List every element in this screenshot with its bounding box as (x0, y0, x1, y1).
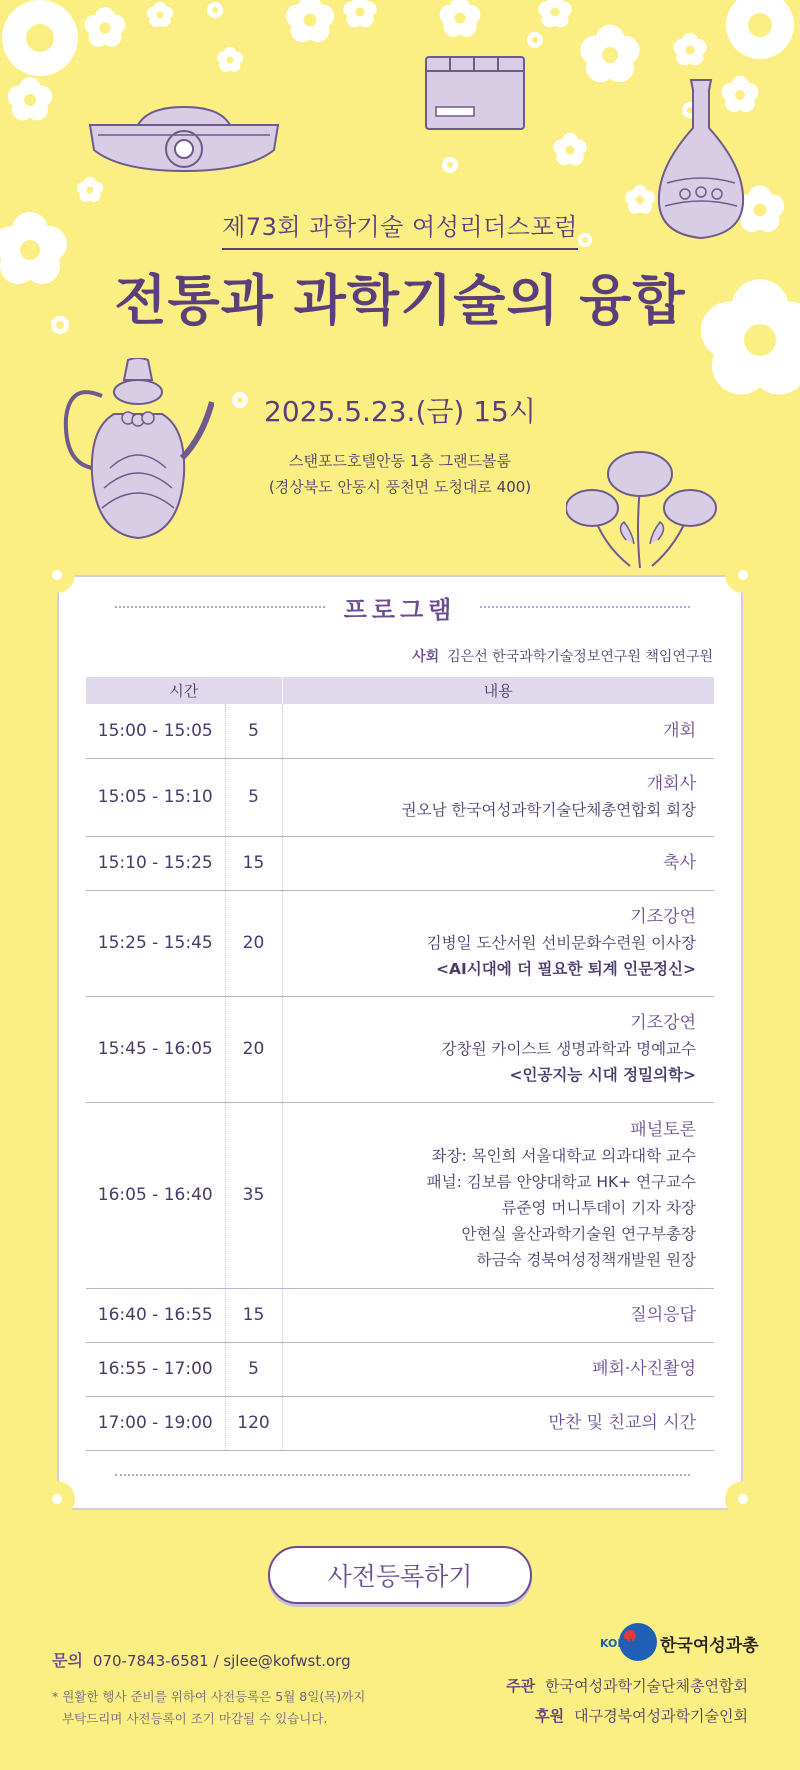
table-row (86, 1342, 714, 1396)
row-content (282, 1342, 714, 1396)
session-speaker: 권오남 한국여성과학기술단체총연합회 회장 (401, 801, 696, 819)
row-content (282, 1396, 714, 1450)
mc-info (412, 646, 713, 666)
row-content (282, 1288, 714, 1342)
column-header-time: 시간 (86, 677, 282, 704)
row-time: 15:05 - 15:10 (86, 758, 225, 836)
row-time: 17:00 - 19:00 (86, 1396, 225, 1450)
row-time: 15:45 - 16:05 (86, 996, 225, 1102)
sponsor-name: 대구경북여성과학기술인회 (574, 1707, 748, 1725)
session-title: 개회사 (646, 774, 696, 794)
row-minutes: 5 (225, 704, 282, 758)
session-title: 폐회·사진촬영 (592, 1359, 696, 1379)
session-topic: <인공지능 시대 정밀의학> (509, 1066, 696, 1084)
table-row (86, 1102, 714, 1288)
row-time: 15:10 - 15:25 (86, 836, 225, 890)
session-speaker: 강창원 카이스트 생명과학과 명예교수 (441, 1040, 696, 1058)
table-row (86, 758, 714, 836)
row-time: 16:05 - 16:40 (86, 1102, 225, 1288)
notch-dot (737, 1493, 749, 1505)
row-minutes: 15 (225, 1288, 282, 1342)
notch-dot (51, 1493, 63, 1505)
column-header-content: 내용 (282, 677, 714, 704)
session-title: 패널토론 (630, 1120, 696, 1140)
session-topic: <AI시대에 더 필요한 퇴계 인문정신> (436, 960, 696, 978)
row-content (282, 704, 714, 758)
registration-notice (52, 1686, 365, 1730)
row-content (282, 836, 714, 890)
program-title: 프로그램 (343, 596, 457, 624)
sponsor-info (535, 1705, 748, 1726)
session-speaker: 패널: 김보름 안양대학교 HK+ 연구교수 (426, 1173, 696, 1191)
row-content (282, 758, 714, 836)
contact-label: 문의 (52, 1651, 83, 1670)
row-content (282, 996, 714, 1102)
session-speaker: 좌장: 목인희 서울대학교 의과대학 교수 (431, 1147, 696, 1165)
event-datetime: 2025.5.23.(금) 15시 (264, 395, 536, 428)
row-minutes: 120 (225, 1396, 282, 1450)
row-time: 16:55 - 17:00 (86, 1342, 225, 1396)
notice-line: 부탁드리며 사전등록이 조기 마감될 수 있습니다. (62, 1711, 328, 1726)
divider (115, 1474, 690, 1476)
table-row (86, 890, 714, 996)
table-row (86, 996, 714, 1102)
row-minutes: 15 (225, 836, 282, 890)
host-info (506, 1675, 748, 1696)
row-time: 16:40 - 16:55 (86, 1288, 225, 1342)
session-speaker: 류준영 머니투데이 기자 차장 (501, 1199, 696, 1217)
row-minutes: 35 (225, 1102, 282, 1288)
table-row (86, 836, 714, 890)
row-minutes: 20 (225, 890, 282, 996)
row-minutes: 5 (225, 758, 282, 836)
session-title: 개회 (663, 720, 696, 741)
mc-label: 사회 (412, 649, 440, 665)
row-content (282, 890, 714, 996)
session-title: 질의응답 (630, 1305, 696, 1325)
register-button[interactable]: 사전등록하기 (268, 1546, 532, 1604)
logo-text: 한국여성과총 (660, 1636, 759, 1656)
table-row (86, 1288, 714, 1342)
table-row (86, 704, 714, 758)
event-venue: 스탠포드호텔안동 1층 그랜드볼룸 (289, 452, 511, 470)
session-speaker: 김병일 도산서원 선비문화수련원 이사장 (426, 934, 696, 952)
notch-dot (51, 569, 63, 581)
session-title: 기조강연 (630, 907, 696, 927)
row-minutes: 20 (225, 996, 282, 1102)
mc-name: 김은선 한국과학기술정보연구원 책임연구원 (447, 649, 713, 665)
event-address: (경상북도 안동시 풍천면 도청대로 400) (268, 478, 532, 496)
row-minutes: 5 (225, 1342, 282, 1396)
session-speaker: 하금숙 경북여성정책개발원 원장 (476, 1251, 696, 1269)
session-title: 축사 (663, 853, 696, 873)
crown-illustration (88, 105, 280, 177)
notice-line: * 원활한 행사 준비를 위하여 사전등록은 5월 8일(목)까지 (52, 1689, 366, 1704)
contact-value: 070-7843-6581 / sjlee@kofwst.org (92, 1652, 351, 1670)
contact-info (52, 1648, 351, 1671)
page-title: 전통과 과학기술의 융합 (114, 269, 686, 332)
logo-abbr: KOFWST (600, 1637, 653, 1650)
row-time: 15:00 - 15:05 (86, 704, 225, 758)
sponsor-label: 후원 (535, 1707, 565, 1725)
host-label: 주관 (506, 1677, 536, 1695)
session-title: 만찬 및 친교의 시간 (548, 1413, 696, 1433)
row-time: 15:25 - 15:45 (86, 890, 225, 996)
row-content (282, 1102, 714, 1288)
session-title: 기조강연 (630, 1013, 696, 1033)
program-table (86, 677, 714, 1451)
box-illustration (424, 55, 526, 131)
notch-dot (737, 569, 749, 581)
host-name: 한국여성과학기술단체총연합회 (545, 1677, 748, 1695)
event-number: 제73회 과학기술 여성리더스포럼 (0, 207, 800, 250)
session-speaker: 안현실 울산과학기술원 연구부총장 (461, 1225, 696, 1243)
table-row (86, 1396, 714, 1450)
